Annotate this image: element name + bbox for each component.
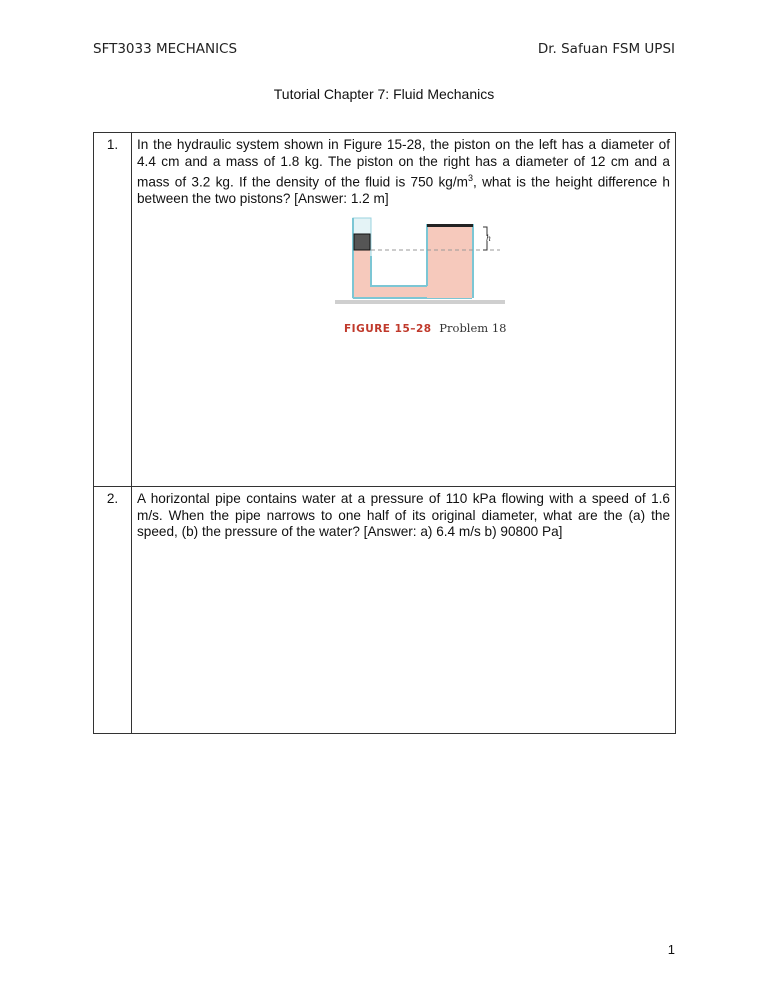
header-course: SFT3033 MECHANICS — [93, 41, 238, 57]
left-piston — [354, 234, 370, 250]
questions-table — [93, 132, 676, 734]
question-text: In the hydraulic system shown in Figure 15-28, the piston on the left has a diameter of 4.4 cm and a mass of 1.8 kg. The piston on the right has a diameter of 12 cm and a mass of 3.2 kg. If the density of the fluid is 750 $kg/m^3$, what is the height difference h between the two pistons? [Answer: 1.2 m] — [137, 137, 670, 207]
right-container-fluid — [427, 224, 473, 298]
header-author: Dr. Safuan FSM UPSI — [537, 41, 675, 57]
hydraulic-system-diagram — [335, 216, 505, 308]
question-number: 2. — [94, 487, 132, 734]
h-label: h — [486, 233, 492, 243]
page-title: Tutorial Chapter 7: Fluid Mechanics — [273, 86, 495, 102]
question-row-2 — [94, 487, 676, 734]
right-piston — [427, 224, 473, 227]
ground-base — [335, 300, 505, 304]
question-body — [132, 133, 676, 487]
question-body — [132, 487, 676, 734]
figure-caption-text: Problem 18 — [439, 321, 507, 336]
question-text: A horizontal pipe contains water at a pressure of 110 kPa flowing with a speed of 1.6 m/s. When the pipe narrows to one half of its original diameter, what are the (a) the speed, (b) the pressure of the water? [Answer: a) 6.4 m/s b) 90800 Pa] — [137, 491, 670, 539]
question-number: 1. — [94, 133, 132, 487]
question-row-1 — [94, 133, 676, 487]
figure-caption — [344, 320, 505, 338]
page-number: 1 — [667, 942, 675, 957]
figure-label: FIGURE 15–28 — [344, 323, 432, 336]
hydraulic-figure — [335, 216, 505, 338]
